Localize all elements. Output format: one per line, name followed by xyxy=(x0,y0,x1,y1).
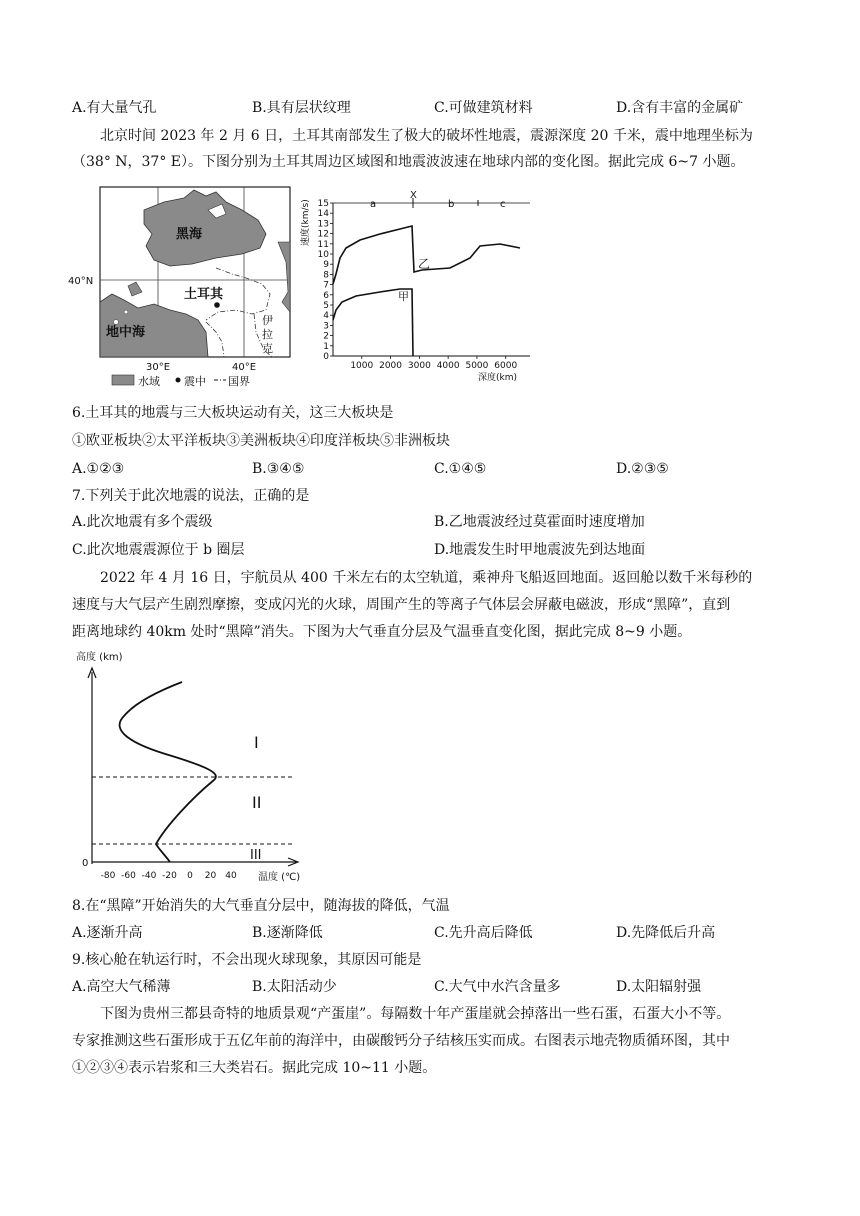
wave-axes xyxy=(318,199,518,371)
atm-ylabel: 高度 (km) xyxy=(76,652,123,663)
wave-y-tick-label: 9 xyxy=(323,260,329,271)
atm-origin: 0 xyxy=(82,858,89,869)
wave-x-tick-label: 4000 xyxy=(436,361,460,371)
wave-y-tick-label: 3 xyxy=(323,321,329,332)
passage1-line1: 北京时间 2023 年 2 月 6 日，土耳其南部发生了极大的破坏性地震，震源深度 20 千米，震中地理坐标为 xyxy=(100,128,753,144)
q8-option-c: C.先升高后降低 xyxy=(434,925,533,941)
atm-x-tick-label: 20 xyxy=(204,871,217,881)
q9-option-c: C.大气中水汽含量多 xyxy=(434,979,561,995)
q9-option-d: D.太阳辐射强 xyxy=(616,979,702,995)
wave-x-tick-label: 1000 xyxy=(350,361,374,371)
iraq-label-3: 克 xyxy=(262,342,273,355)
wave-x-tick-label: 2000 xyxy=(379,361,403,371)
wave-y-tick-label: 4 xyxy=(323,311,329,322)
wave-x-tick-label: 5000 xyxy=(465,361,489,371)
wave-y-tick-label: 15 xyxy=(317,199,329,209)
curve-yi-label: 乙 xyxy=(418,257,431,271)
q9-option-a: A.高空大气稀薄 xyxy=(72,979,171,995)
curve-jia-label: 甲 xyxy=(398,290,409,303)
epicenter-marker xyxy=(214,302,220,308)
mediterranean-label: 地中海 xyxy=(106,325,146,340)
wave-y-tick-label: 2 xyxy=(323,331,329,342)
curve-yi-line xyxy=(333,226,520,284)
wave-y-tick-label: 12 xyxy=(317,229,329,240)
q9-stem: 9.核心舱在轨运行时，不会出现火球现象，其原因可能是 xyxy=(72,952,422,968)
passage2-line3: 距离地球约 40km 处时“黑障”消失。下图为大气垂直分层及气温垂直变化图，据此完成 8~9 小题。 xyxy=(72,624,692,640)
wave-y-tick-label: 0 xyxy=(323,352,329,362)
q7-option-b: B.乙地震波经过莫霍面时速度增加 xyxy=(434,514,645,530)
layer-i-label: I xyxy=(254,733,259,752)
passage3-line3: ①②③④表示岩浆和三大类岩石。据此完成 10~11 小题。 xyxy=(72,1060,437,1076)
q9-option-b: B.太阳活动少 xyxy=(252,979,337,995)
turkey-label: 土耳其 xyxy=(184,287,224,302)
island xyxy=(124,310,128,314)
wave-y-tick-label: 5 xyxy=(323,301,329,311)
atmosphere-temperature-chart xyxy=(72,648,312,888)
legend-water-swatch xyxy=(112,375,134,385)
q7-option-c: C.此次地震震源位于 b 圈层 xyxy=(72,542,245,558)
atm-x-tick-label: -40 xyxy=(141,871,157,881)
turkey-region-map xyxy=(66,182,298,388)
q6-option-c: C.①④⑤ xyxy=(434,461,487,477)
q6-option-b: B.③④⑤ xyxy=(252,461,305,477)
passage2-line2: 速度与大气层产生剧烈摩擦，变成闪光的火球，周围产生的等离子气体层会屏蔽电磁波，形成“黑障”，直到 xyxy=(72,597,731,613)
layer-ii-label: II xyxy=(252,793,262,812)
q6-option-d: D.②③⑤ xyxy=(616,461,669,477)
wave-y-tick-label: 1 xyxy=(323,341,329,352)
seismic-wave-chart xyxy=(300,186,536,386)
layer-c-label: c xyxy=(500,199,506,210)
wave-y-tick-label: 6 xyxy=(323,290,329,301)
atm-x-tick-label: -20 xyxy=(162,871,177,881)
passage1-line2: （38° N，37° E）。下图分别为土耳其周边区域图和地震波波速在地球内部的变化图。据此完成 6~7 小题。 xyxy=(72,154,745,170)
legend-border-label: 国界 xyxy=(228,375,250,388)
atm-x-tick-label: 40 xyxy=(225,871,237,881)
legend-epicenter-icon xyxy=(176,378,181,383)
legend-epicenter-label: 震中 xyxy=(184,375,206,388)
wave-y-tick-label: 8 xyxy=(323,270,329,281)
wave-y-tick-label: 14 xyxy=(317,209,329,220)
passage2-line1: 2022 年 4 月 16 日，宇航员从 400 千米左右的太空轨道，乘神舟飞船返回地面。返回舱以数千米每秒的 xyxy=(100,570,753,586)
q5-option-b: B.具有层状纹理 xyxy=(252,100,351,116)
atm-x-tick-label: -60 xyxy=(121,871,136,881)
atm-xlabel: 温度 (℃) xyxy=(258,872,301,883)
atm-x-tick-label: -80 xyxy=(100,871,116,881)
wave-y-tick-label: 13 xyxy=(317,219,329,230)
q6-stem: 6.土耳其的地震与三大板块运动有关，这三大板块是 xyxy=(72,405,394,421)
wave-xlabel: 深度(km) xyxy=(478,373,518,383)
q8-option-d: D.先降低后升高 xyxy=(616,925,716,941)
q8-stem: 8.在“黑障”开始消失的大气垂直分层中，随海拔的降低，气温 xyxy=(72,898,450,914)
q5-option-d: D.含有丰富的金属矿 xyxy=(616,100,744,116)
atm-x-tick-label: 0 xyxy=(187,871,193,881)
wave-y-tick-label: 7 xyxy=(323,280,329,291)
passage3-line1: 下图为贵州三都县奇特的地质景观“产蛋崖”。每隔数十年产蛋崖就会掉落出一些石蛋，石蛋大小不等。 xyxy=(100,1006,731,1022)
iraq-label-2: 拉 xyxy=(262,328,273,341)
wave-y-tick-label: 11 xyxy=(317,239,329,250)
lon-40-label: 40°E xyxy=(232,362,257,373)
q6-option-a: A.①②③ xyxy=(72,461,125,477)
atm-x-ticks xyxy=(101,871,237,881)
q5-option-a: A.有大量气孔 xyxy=(72,100,157,116)
q7-option-a: A.此次地震有多个震级 xyxy=(72,514,213,530)
wave-ylabel: 速度(km/s) xyxy=(301,199,311,246)
passage3-line2: 专家推测这些石蛋形成于五亿年前的海洋中，由碳酸钙分子结核压实而成。右图表示地壳物质循环图，其中 xyxy=(72,1033,730,1049)
iraq-label-1: 伊 xyxy=(262,314,273,327)
temperature-curve xyxy=(120,682,216,862)
layer-iii-label: III xyxy=(250,848,262,863)
q7-option-d: D.地震发生时甲地震波先到达地面 xyxy=(434,542,646,558)
black-sea-label: 黑海 xyxy=(176,227,203,242)
legend-water-label: 水域 xyxy=(138,375,160,388)
layer-a-label: a xyxy=(370,199,377,210)
layer-x-label: X xyxy=(410,190,417,201)
lat-40-label: 40°N xyxy=(68,276,94,287)
wave-y-tick-label: 10 xyxy=(317,250,329,260)
lon-30-label: 30°E xyxy=(146,362,171,373)
q8-option-a: A.逐渐升高 xyxy=(72,925,143,941)
q8-option-b: B.逐渐降低 xyxy=(252,925,323,941)
island xyxy=(114,320,119,325)
layer-b-label: b xyxy=(448,199,455,210)
wave-x-tick-label: 6000 xyxy=(494,361,518,371)
q5-option-c: C.可做建筑材料 xyxy=(434,100,533,116)
q6-items: ①欧亚板块②太平洋板块③美洲板块④印度洋板块⑤非洲板块 xyxy=(72,433,450,449)
wave-x-tick-label: 3000 xyxy=(407,361,431,371)
q7-stem: 7.下列关于此次地震的说法，正确的是 xyxy=(72,488,310,504)
